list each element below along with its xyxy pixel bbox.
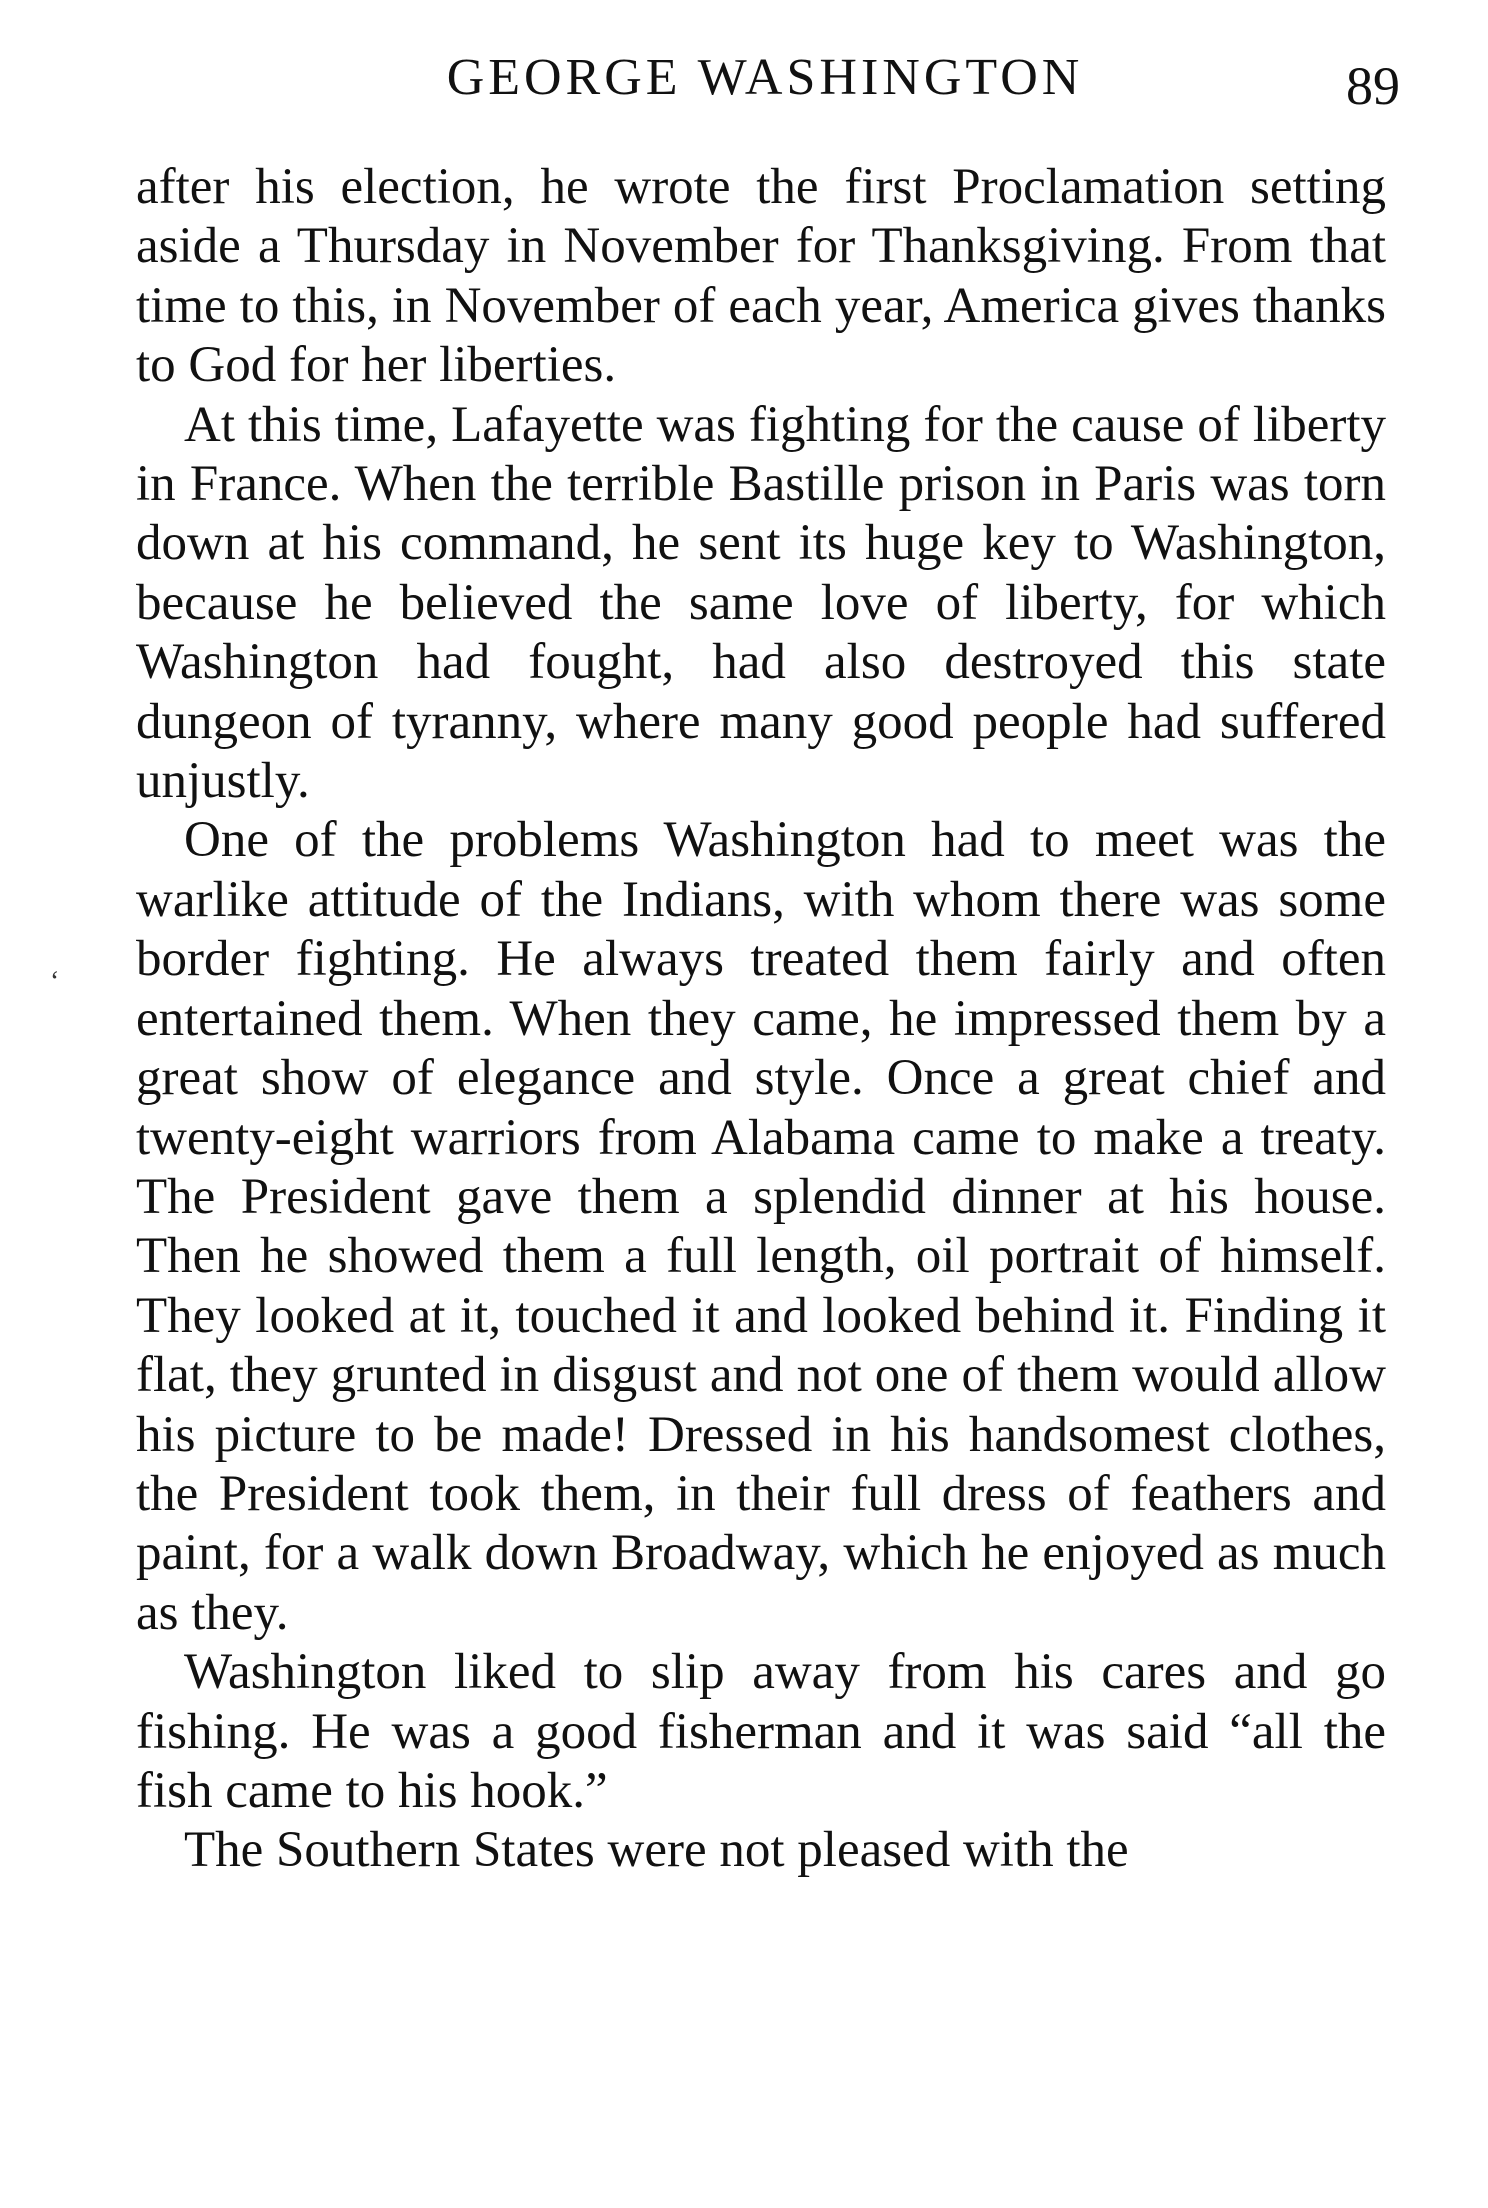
paragraph-fishing: Washington liked to slip away from his cares and go fishing. He was a good fisherman and it was said “all the fish came to his hook.” bbox=[136, 1644, 1386, 1819]
paragraph-lafayette: At this time, Lafayette was fighting for the cause of liberty in France. When the terrible Bastille prison in Paris was torn down at his command, he sent its huge key to Washington, because he believed the same love of liberty, for which Washington had fought, had also destroyed this state dungeon of tyranny, where many good people had suffered unjustly. bbox=[136, 396, 1386, 810]
body-text bbox=[136, 158, 1386, 1881]
print-speck: ʻ bbox=[50, 966, 60, 997]
running-header bbox=[130, 38, 1400, 118]
paragraph-southern-states: The Southern States were not pleased with the bbox=[184, 1822, 1129, 1879]
paragraph-thanksgiving: after his election, he wrote the first Proclamation setting aside a Thursday in November for Thanksgiving. From that time to this, in November of each year, America gives thanks to God for her liberties. bbox=[136, 159, 1386, 394]
page-number: 89 bbox=[1346, 56, 1400, 116]
running-title: GEORGE WASHINGTON bbox=[446, 49, 1084, 106]
paragraph-indians: One of the problems Washington had to meet was the warlike attitude of the Indians, with whom there was some border fighting. He always treated them fairly and often entertained them. When they came, he impressed them by a great show of elegance and style. Once a great chief and twenty-eight warriors from Alabama came to make a treaty. The President gave them a splendid dinner at his house. Then he showed them a full length, oil portrait of himself. They looked at it, touched it and looked behind it. Finding it flat, they grunted in disgust and not one of them would allow his picture to be made! Dressed in his handsomest clothes, the President took them, in their full dress of feathers and paint, for a walk down Broadway, which he enjoyed as much as they. bbox=[136, 812, 1386, 1641]
